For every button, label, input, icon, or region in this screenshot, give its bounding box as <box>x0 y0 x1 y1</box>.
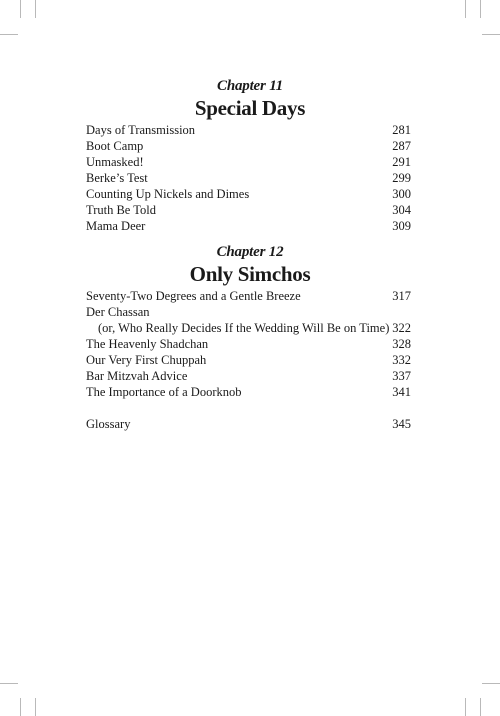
toc-entry-page: 345 <box>392 417 411 431</box>
toc-entry-title: The Heavenly Shadchan <box>86 337 209 351</box>
toc-entry-title: The Importance of a Doorknob <box>86 385 242 399</box>
toc-entry-page: 281 <box>392 123 411 137</box>
crop-mark-bottom-left-1 <box>20 698 21 716</box>
toc-entry-title: Truth Be Told <box>86 203 156 217</box>
chapter-12-toc <box>86 288 411 432</box>
toc-entry-page: 328 <box>392 337 411 351</box>
toc-entry <box>86 304 411 320</box>
toc-entry <box>86 122 411 138</box>
toc-entry <box>86 170 411 186</box>
toc-entry-title: Bar Mitzvah Advice <box>86 369 188 383</box>
crop-mark-bottom-right-3 <box>482 683 500 684</box>
toc-entry-page: 341 <box>392 385 411 399</box>
spacer <box>86 400 411 416</box>
toc-entry-page: 332 <box>392 353 411 367</box>
crop-mark-top-left-3 <box>0 34 18 35</box>
toc-entry-glossary <box>86 416 411 432</box>
toc-entry-continuation <box>86 320 411 336</box>
toc-entry <box>86 138 411 154</box>
toc-entry <box>86 186 411 202</box>
toc-entry <box>86 336 411 352</box>
toc-entry-title: Counting Up Nickels and Dimes <box>86 187 250 201</box>
crop-mark-bottom-left-2 <box>35 698 36 716</box>
chapter-title: Special Days <box>194 96 306 120</box>
chapter-11-toc <box>86 122 411 234</box>
chapter-title: Only Simchos <box>189 262 311 286</box>
chapter-11-heading <box>0 78 500 121</box>
toc-entry-page: 304 <box>392 203 411 217</box>
chapter-number: Chapter 12 <box>216 244 284 260</box>
toc-entry-title: Glossary <box>86 417 131 431</box>
crop-mark-top-left-1 <box>20 0 21 18</box>
toc-entry <box>86 368 411 384</box>
toc-entry-page: 337 <box>392 369 411 383</box>
toc-entry-title: Mama Deer <box>86 219 146 233</box>
toc-entry <box>86 384 411 400</box>
toc-entry <box>86 352 411 368</box>
toc-entry-title: Der Chassan <box>86 305 150 319</box>
toc-entry-title: Our Very First Chuppah <box>86 353 207 367</box>
toc-entry-page: 309 <box>392 219 411 233</box>
toc-entry-page: 322 <box>392 321 411 335</box>
crop-mark-bottom-right-2 <box>480 698 481 716</box>
chapter-number: Chapter 11 <box>217 78 283 94</box>
crop-mark-bottom-left-3 <box>0 683 18 684</box>
toc-entry-page: 299 <box>392 171 411 185</box>
toc-entry <box>86 288 411 304</box>
toc-entry-title: Unmasked! <box>86 155 144 169</box>
crop-mark-top-right-1 <box>465 0 466 18</box>
toc-entry-title: Seventy-Two Degrees and a Gentle Breeze <box>86 289 301 303</box>
toc-entry-page: 317 <box>392 289 411 303</box>
toc-entry-title: (or, Who Really Decides If the Wedding Will Be on Time) <box>98 321 390 335</box>
toc-entry <box>86 154 411 170</box>
toc-entry-title: Boot Camp <box>86 139 144 153</box>
toc-entry-page: 300 <box>392 187 411 201</box>
toc-entry-title: Days of Transmission <box>86 123 196 137</box>
toc-entry-page: 287 <box>392 139 411 153</box>
crop-mark-top-left-2 <box>35 0 36 18</box>
crop-mark-top-right-3 <box>482 34 500 35</box>
chapter-12-heading <box>0 244 500 287</box>
toc-entry <box>86 218 411 234</box>
toc-entry-page: 291 <box>392 155 411 169</box>
crop-mark-bottom-right-1 <box>465 698 466 716</box>
toc-entry-title: Berke’s Test <box>86 171 148 185</box>
crop-mark-top-right-2 <box>480 0 481 18</box>
toc-entry <box>86 202 411 218</box>
